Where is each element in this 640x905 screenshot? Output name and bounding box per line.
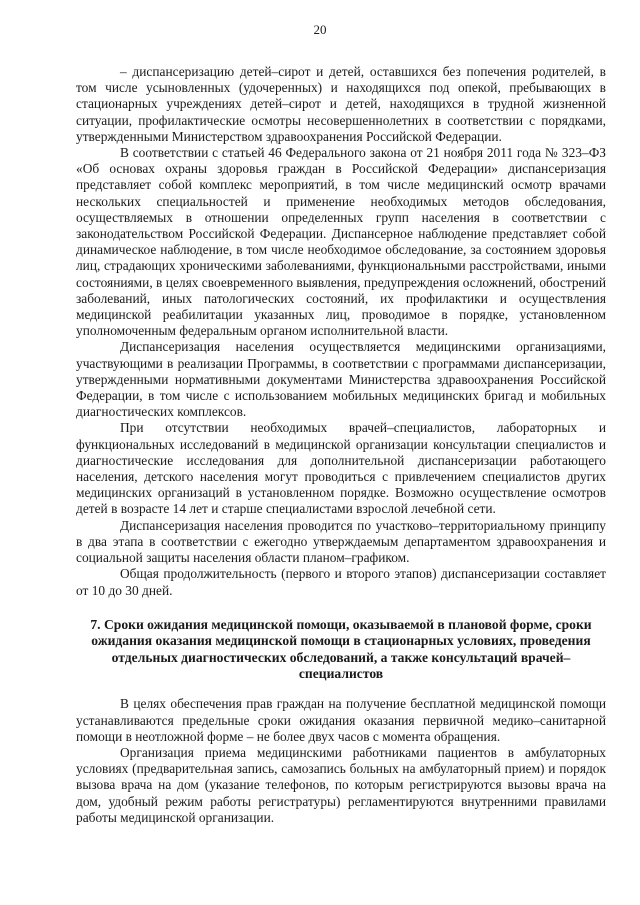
paragraph-waiting-limits: В целях обеспечения прав граждан на получение бесплатной медицинской помощи устанавливаются предельные сроки ожидания оказания первичной медико–санитарной помощи в неотложной форме – не более двух часов с момента обращения. [76, 696, 606, 744]
paragraph-reception-organization: Организация приема медицинскими работниками пациентов в амбулаторных условиях (предварительная запись, самозапись больных на амбулаторный прием) и порядок вызова врача на дом (указание телефонов, по которым регистрируются вызовы врача на дом, удобный режим работы регистратуры) регламентируются внутренними правилами работы медицинской организации. [76, 744, 606, 825]
paragraph-law-definition: В соответствии с статьей 46 Федерального закона от 21 ноября 2011 года № 323–ФЗ «Об основах охраны здоровья граждан в Российской Федерации» диспансеризация представляет собой комплекс мероприятий, в том числе медицинский осмотр врачами нескольких специальностей и применение необходимых методов обследования, осуществляемых в отношении определенных групп населения в соответствии с законодательством Российской Федерации. Диспансерное наблюдение представляет собой динамическое наблюдение, в том числе необходимое обследование, за состоянием здоровья лиц, страдающих хроническими заболеваниями, функциональными расстройствами, иными состояниями, в целях своевременного выявления, предупреждения осложнений, обострений заболеваний, иных патологических состояний, их профилактики и осуществления медицинской реабилитации указанных лиц, проводимое в порядке, установленном уполномоченным федеральным органом исполнительной власти. [76, 145, 606, 339]
paragraph-dispensary-organizations: Диспансеризация населения осуществляется медицинскими организациями, участвующими в реализации Программы, в соответствии с программами диспансеризации, утвержденными нормативными документами Министерства здравоохранения Российской Федерации, в том числе с использованием мобильных медицинских бригад и мобильных диагностических комплексов. [76, 339, 606, 420]
section-heading: 7. Сроки ожидания медицинской помощи, оказываемой в плановой форме, сроки ожидания оказания медицинской помощи в стационарных условиях, проведения отдельных диагностических обследований, а также консультаций врачей–специалистов [90, 616, 592, 681]
page-number: 20 [313, 22, 327, 37]
paragraph-missing-specialists: При отсутствии необходимых врачей–специалистов, лабораторных и функциональных исследований в медицинской организации консультации специалистов и диагностические исследования для дополнительной диспансеризации работающего населения, детского населения могут проводиться с привлечением специалистов других медицинских организаций в установленном порядке. Возможно осуществление осмотров детей в возрасте 14 лет и старше специалистами взрослой лечебной сети. [76, 420, 606, 517]
document-body [76, 64, 606, 826]
paragraph-duration: Общая продолжительность (первого и второго этапов) диспансеризации составляет от 10 до 30 дней. [76, 566, 606, 598]
paragraph-orphans-dispensary: – диспансеризацию детей–сирот и детей, оставшихся без попечения родителей, в том числе усыновленных (удочеренных) и находящихся под опекой, пребывающих в стационарных учреждениях детей–сирот и детей, находящихся в трудной жизненной ситуации, профилактические осмотры несовершеннолетних в соответствии с порядками, утвержденными Министерством здравоохранения Российской Федерации. [76, 64, 606, 144]
paragraph-territorial-principle: Диспансеризация населения проводится по участково–территориальному принципу в два этапа в соответствии с ежегодно утверждаемым департаментом здравоохранения и социальной защиты населения области планом–графиком. [76, 517, 606, 566]
